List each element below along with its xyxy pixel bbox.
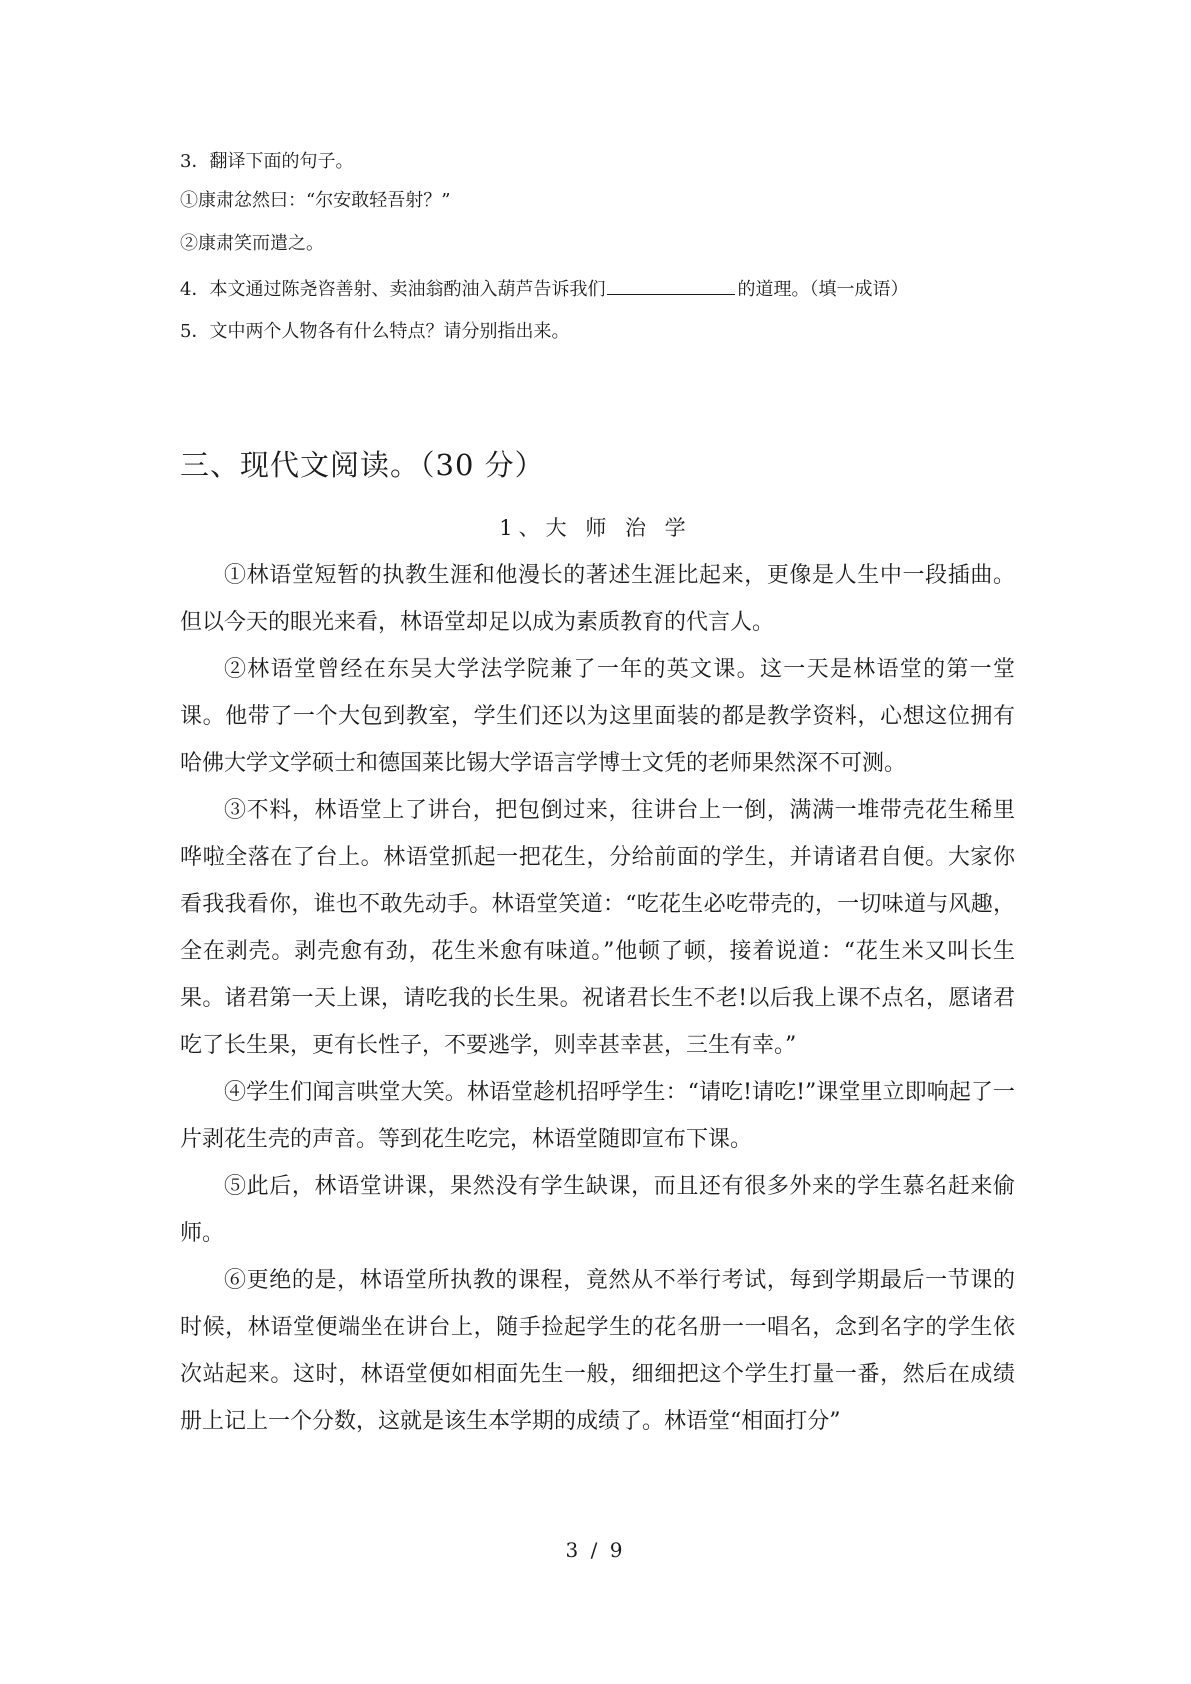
sentence-1-text: ①康肃忿然曰：“尔安敢轻吾射？” [180, 190, 451, 211]
section-heading: 三、现代文阅读。（30 分） [180, 448, 545, 482]
question-4 [180, 276, 908, 302]
paragraph-4: ④学生们闻言哄堂大笑。林语堂趁机招呼学生：“请吃!请吃!”课堂里立即响起了一片剥花生壳的声音。等到花生吃完，林语堂随即宣布下课。 [180, 1080, 1015, 1152]
question-3-sentence-1 [180, 189, 450, 213]
paragraph-6: ⑥更绝的是，林语堂所执教的课程，竟然从不举行考试，每到学期最后一节课的时候，林语堂便端坐在讲台上，随手捡起学生的花名册一一唱名，念到名字的学生依次站起来。这时，林语堂便如相面先生一般，细细把这个学生打量一番，然后在成绩册上记上一个分数，这就是该生本学期的成绩了。林语堂“相面打分” [180, 1268, 1015, 1434]
question-4-text-before: 4．本文通过陈尧咨善射、卖油翁酌油入葫芦告诉我们 [180, 279, 606, 300]
paragraph-5: ⑤此后，林语堂讲课，果然没有学生缺课，而且还有很多外来的学生慕名赶来偷师。 [180, 1174, 1015, 1246]
question-5-text: 5．文中两个人物各有什么特点？请分别指出来。 [180, 321, 570, 342]
paragraph-3: ③不料，林语堂上了讲台，把包倒过来，往讲台上一倒，满满一堆带壳花生稀里哗啦全落在了台上。林语堂抓起一把花生，分给前面的学生，并请诸君自便。大家你看我我看你，谁也不敢先动手。林语堂笑道：“吃花生必吃带壳的，一切味道与风趣，全在剥壳。剥壳愈有劲，花生米愈有味道。”他顿了顿，接着说道：“花生米又叫长生果。诸君第一天上课，请吃我的长生果。祝诸君长生不老!以后我上课不点名，愿诸君吃了长生果，更有长性子，不要逃学，则幸甚幸甚，三生有幸。” [180, 798, 1015, 1058]
question-4-text-after: 的道理。（填一成语） [737, 279, 909, 300]
question-3-sentence-2 [180, 232, 324, 256]
answer-blank[interactable] [607, 276, 735, 295]
article-title: 1、大 师 治 学 [499, 516, 692, 540]
article-body [180, 552, 1015, 1445]
page-number: 3 / 9 [565, 1538, 626, 1562]
paragraph-1: ①林语堂短暂的执教生涯和他漫长的著述生涯比起来，更像是人生中一段插曲。但以今天的眼光来看，林语堂却足以成为素质教育的代言人。 [180, 563, 1015, 635]
paragraph-2: ②林语堂曾经在东吴大学法学院兼了一年的英文课。这一天是林语堂的第一堂课。他带了一个大包到教室，学生们还以为这里面装的都是教学资料，心想这位拥有哈佛大学文学硕士和德国莱比锡大学语言学博士文凭的老师果然深不可测。 [180, 657, 1015, 776]
sentence-2-text: ②康肃笑而遣之。 [180, 233, 324, 254]
question-5 [180, 320, 569, 344]
question-3-text: 3．翻译下面的句子。 [180, 151, 354, 172]
question-3 [180, 150, 353, 174]
